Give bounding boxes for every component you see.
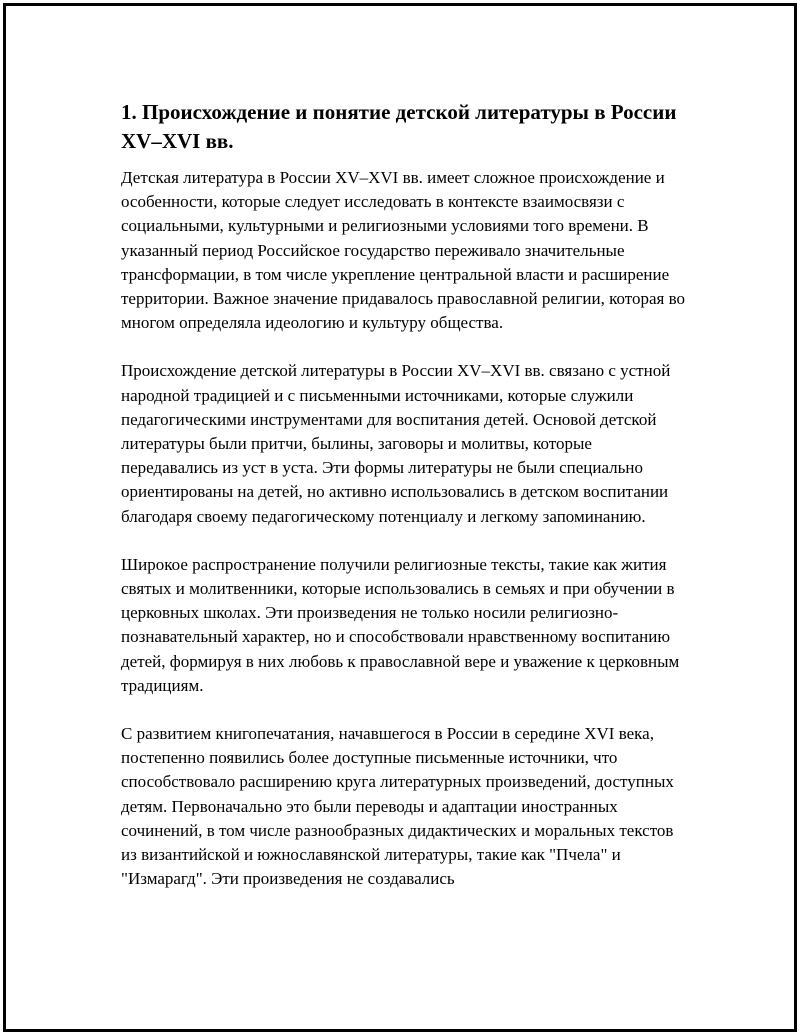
- paragraph: Происхождение детской литературы в России XV–XVI вв. связано с устной народной традицией и с письменными источниками, которые служили педагогическими инструментами для воспитания детей. Основой детской литературы были притчи, былины, заговоры и молитвы, которые передавались из уст в уста. Эти формы литературы не были специально ориентированы на детей, но активно использовались в детском воспитании благодаря своему педагогическому потенциалу и легкому запоминанию.: [121, 361, 671, 526]
- paragraph: Широкое распространение получили религиозные тексты, такие как жития святых и молитвенники, которые использовались в семьях и при обучении в церковных школах. Эти произведения не только носили религиозно-познавательный характер, но и способствовали нравственному воспитанию детей, формируя в них любовь к православной вере и уважение к церковным традициям.: [121, 554, 680, 695]
- paragraph: С развитием книгопечатания, начавшегося в России в середине XVI века, постепенно появились более доступные письменные источники, что способствовало расширению круга литературных произведений, доступных детям. Первоначально это были переводы и адаптации иностранных сочинений, в том числе разнообразных дидактических и моральных текстов из византийской и южнославянской литературы, такие как "Пчела" и "Измарагд". Эти произведения не создавались: [121, 724, 674, 889]
- document-body: [121, 98, 691, 915]
- document-page: [3, 3, 797, 1032]
- paragraph: Детская литература в России XV–XVI вв. имеет сложное происхождение и особенности, которые следует исследовать в контексте взаимосвязи с социальными, культурными и религиозными условиями того времени. В указанный период Российское государство переживало значительные трансформации, в том числе укрепление центральной власти и расширение территории. Важное значение придавалось православной религии, которая во многом определяла идеологию и культуру общества.: [121, 168, 686, 333]
- section-heading: 1. Происхождение и понятие детской литературы в России XV–XVI вв.: [121, 100, 677, 153]
